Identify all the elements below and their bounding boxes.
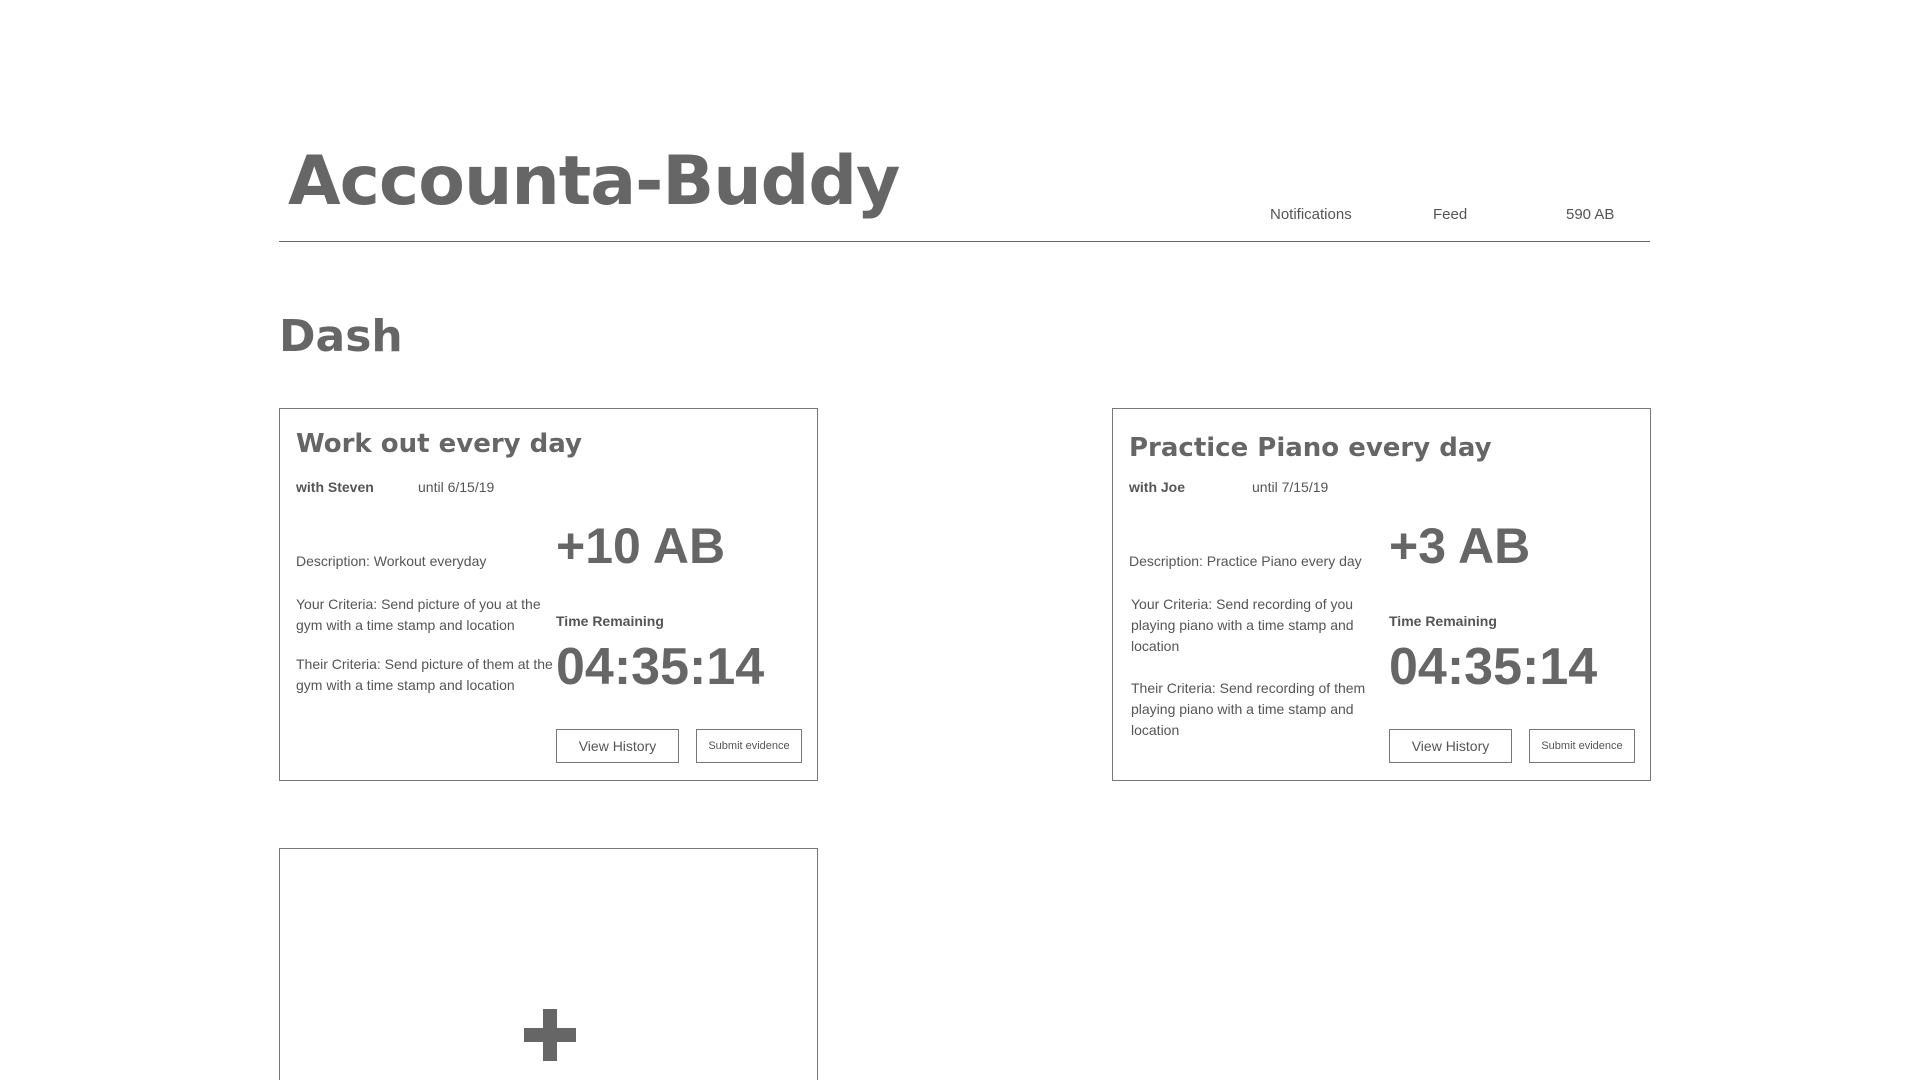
goal-card [1112,408,1651,781]
plus-icon[interactable] [524,1009,576,1061]
time-remaining-value: 04:35:14 [556,638,765,696]
app-title: Accounta-Buddy [288,142,900,221]
nav-feed-link[interactable]: Feed [1433,206,1468,223]
view-history-button[interactable]: View History [1389,729,1512,763]
time-remaining-value: 04:35:14 [1389,638,1598,696]
goal-partner: with Joe [1129,479,1186,495]
header-divider [279,241,1650,242]
goal-title: Practice Piano every day [1129,433,1492,463]
goal-your-criteria: Your Criteria: Send recording of you playing piano with a time stamp and location [1131,596,1354,654]
page-title: Dash [279,311,403,362]
goal-partner: with Steven [296,479,374,495]
submit-evidence-button[interactable]: Submit evidence [1529,729,1635,763]
time-remaining-label: Time Remaining [1389,613,1497,629]
goal-description: Description: Practice Piano every day [1129,553,1362,569]
nav-notifications-link[interactable]: Notifications [1270,206,1352,223]
goal-deadline: until 6/15/19 [418,479,495,495]
time-remaining-label: Time Remaining [556,613,664,629]
goal-description: Description: Workout everyday [296,553,487,569]
top-nav [1260,206,1640,226]
submit-evidence-button[interactable]: Submit evidence [696,729,802,763]
nav-points-balance[interactable]: 590 AB [1566,206,1615,223]
goal-card [279,408,818,781]
goal-your-criteria: Your Criteria: Send picture of you at the gym with a time stamp and location [296,596,541,633]
goal-title: Work out every day [296,429,582,459]
goal-their-criteria: Their Criteria: Send picture of them at the gym with a time stamp and location [296,656,553,693]
goal-points: +10 AB [556,518,726,574]
goal-their-criteria: Their Criteria: Send recording of them playing piano with a time stamp and location [1131,680,1366,738]
add-goal-card[interactable] [279,848,818,1080]
view-history-button[interactable]: View History [556,729,679,763]
goal-points: +3 AB [1389,518,1531,574]
goal-deadline: until 7/15/19 [1252,479,1329,495]
